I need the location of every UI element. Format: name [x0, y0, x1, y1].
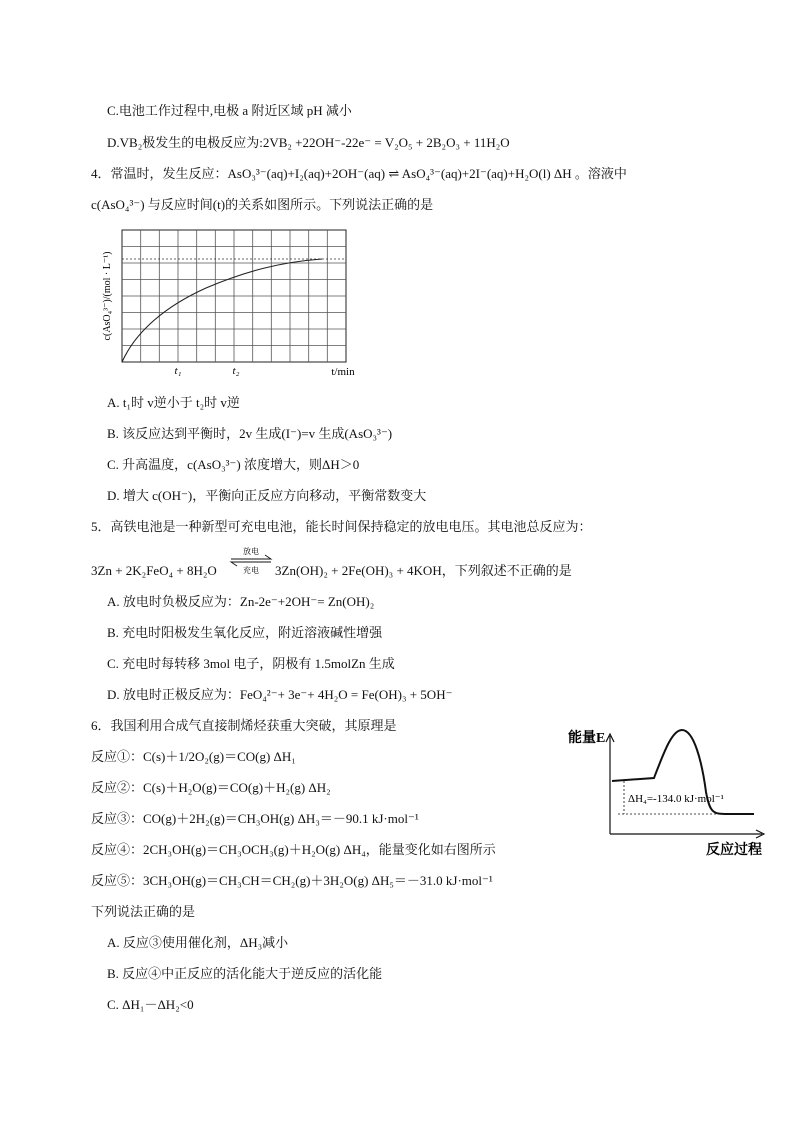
q5-equation-left: 3Zn + 2K₂FeO₄ + 8H₂O: [91, 563, 217, 578]
graph-xlabel: t/min: [331, 366, 355, 378]
q3-option-d: D.VB₂极发生的电极反应为:2VB₂ +22OH⁻-22e⁻ = V₂O₅ + 2B₂O₃ + 11H₂O: [107, 135, 510, 150]
q4-option-d: D. 增大 c(OH⁻)，平衡向正反应方向移动，平衡常数变大: [107, 488, 427, 503]
q6-option-b: B. 反应④中正反应的活化能大于逆反应的活化能: [107, 966, 383, 981]
q6-reaction-5: 反应⑤：3CH₃OH(g)＝CH₃CH＝CH₂(g)＋3H₂O(g) ΔH₅＝－31.0 kJ·mol⁻¹: [91, 873, 493, 888]
graph-grid: [122, 230, 346, 362]
q6-reaction-3: 反应③：CO(g)＋2H₂(g)＝CH₃OH(g) ΔH₃＝－90.1 kJ·mol⁻¹: [91, 811, 419, 826]
graph-ylabel: c(AsO₄³⁻)/(mol · L⁻¹): [102, 251, 113, 341]
concentration-curve: [122, 259, 322, 362]
q4-stem-line2: c(AsO₄³⁻) 与反应时间(t)的关系如图所示。下列说法正确的是: [91, 197, 434, 212]
energy-profile-graph: [568, 722, 768, 862]
q6-stem: 6．我国利用合成气直接制烯烃获重大突破，其原理是: [91, 718, 397, 733]
q6-reaction-4: 反应④：2CH₃OH(g)＝CH₃OCH₃(g)＋H₂O(g) ΔH₄，能量变化如右图所示: [91, 842, 496, 857]
q6-reaction-2: 反应②：C(s)＋H₂O(g)＝CO(g)＋H₂(g) ΔH₂: [91, 780, 331, 795]
tick-t1: t₁: [174, 365, 182, 377]
q4-stem-line1: 4．常温时，发生反应：AsO₃³⁻(aq)+I₂(aq)+2OH⁻(aq) ⇌ AsO₄³⁻(aq)+2I⁻(aq)+H₂O(l) ΔH 。溶液中: [91, 166, 627, 181]
q5-option-b: B. 充电时阳极发生氧化反应，附近溶液碱性增强: [107, 625, 383, 640]
q5-stem-line1: 5．高铁电池是一种新型可充电电池，能长时间保持稳定的放电电压。其电池总反应为：: [91, 519, 592, 534]
q5-equation-right: 3Zn(OH)₂ + 2Fe(OH)₃ + 4KOH，下列叙述不正确的是: [275, 563, 572, 578]
charge-label: 充电: [243, 566, 259, 575]
q5-option-a: A. 放电时负极反应为：Zn-2e⁻+2OH⁻= Zn(OH)₂: [107, 594, 375, 609]
discharge-label: 放电: [243, 547, 259, 556]
concentration-time-graph: [96, 226, 366, 382]
q3-option-c: C.电池工作过程中,电极 a 附近区域 pH 减小: [107, 103, 352, 118]
reversible-arrow: [229, 544, 273, 576]
q6-reaction-1: 反应①：C(s)＋1/2O₂(g)＝CO(g) ΔH₁: [91, 749, 296, 764]
q5-option-d: D. 放电时正极反应为：FeO₄²⁻+ 3e⁻+ 4H₂O = Fe(OH)₃ + 5OH⁻: [107, 687, 453, 702]
q4-option-b: B. 该反应达到平衡时，2v 生成(I⁻)=v 生成(AsO₃³⁻): [107, 426, 393, 441]
tick-t2: t₂: [232, 365, 240, 377]
q6-question: 下列说法正确的是: [91, 904, 196, 919]
q5-option-c: C. 充电时每转移 3mol 电子，阴极有 1.5molZn 生成: [107, 656, 395, 671]
q4-option-c: C. 升高温度，c(AsO₃³⁻) 浓度增大，则ΔH＞0: [107, 457, 360, 472]
delta-h4-label: ΔH₄=-134.0 kJ·mol⁻¹: [628, 793, 724, 805]
q6-option-c: C. ΔH₁－ΔH₂<0: [107, 997, 194, 1012]
q6-option-a: A. 反应③使用催化剂，ΔH₃减小: [107, 935, 289, 950]
q4-option-a: A. t₁时 v逆小于 t₂时 v逆: [107, 395, 240, 410]
energy-axis-label: 能量E: [568, 731, 606, 746]
reaction-progress-label: 反应过程: [706, 843, 762, 858]
